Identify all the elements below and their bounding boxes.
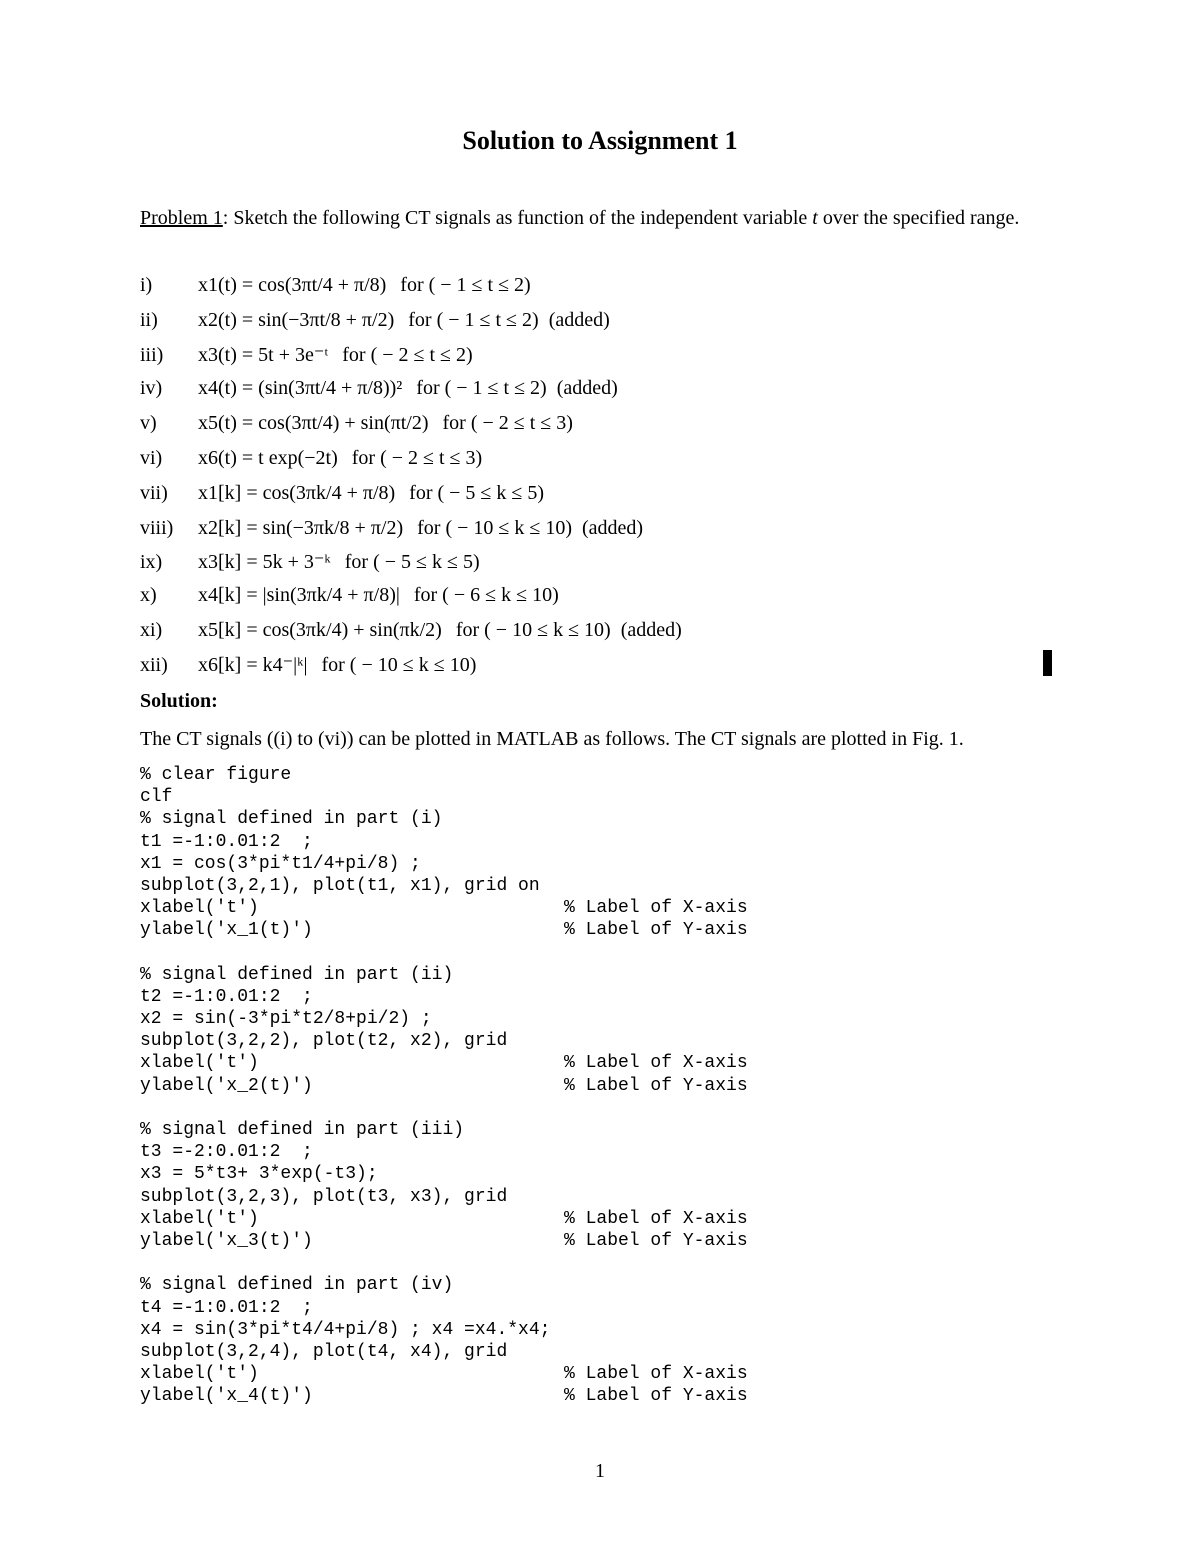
code-text: x3 = 5*t3+ 3*exp(-t3); — [140, 1164, 378, 1185]
item-equation: x3[k] = 5k + 3⁻ᵏ — [198, 551, 331, 573]
code-line — [140, 1230, 1040, 1252]
item-number: i) — [140, 274, 153, 296]
code-text: % signal defined in part (i) — [140, 809, 443, 830]
code-text: ylabel('x_2(t)') — [140, 1075, 313, 1096]
code-comment: % Label of Y-axis — [564, 1386, 748, 1407]
code-line — [140, 764, 1040, 786]
item-equation-group — [198, 305, 610, 335]
item-number: iv) — [140, 377, 163, 399]
signal-item — [140, 513, 1060, 543]
code-line — [140, 808, 1040, 830]
code-line — [140, 1363, 1040, 1385]
code-text: xlabel('t') — [140, 1208, 259, 1229]
code-text: x4 = sin(3*pi*t4/4+pi/8) ; x4 =x4.*x4; — [140, 1319, 551, 1340]
item-number: ii) — [140, 309, 158, 331]
code-comment: % Label of X-axis — [564, 1208, 748, 1229]
item-number: xii) — [140, 654, 168, 676]
code-blank-line — [140, 942, 1040, 964]
item-range: for ( − 1 ≤ t ≤ 2) — [416, 377, 547, 399]
item-equation-group — [198, 650, 476, 680]
solution-heading: Solution: — [140, 690, 218, 712]
item-range: for ( − 5 ≤ k ≤ 5) — [409, 482, 545, 504]
signal-item — [140, 340, 1060, 370]
signal-item — [140, 443, 1060, 473]
code-line — [140, 986, 1040, 1008]
item-range: for ( − 10 ≤ k ≤ 10) — [455, 619, 611, 641]
signal-item — [140, 408, 1060, 438]
code-text: ylabel('x_1(t)') — [140, 920, 313, 941]
item-equation-group — [198, 270, 531, 300]
item-range: for ( − 2 ≤ t ≤ 3) — [442, 412, 573, 434]
signal-item — [140, 305, 1060, 335]
code-text: xlabel('t') — [140, 1364, 259, 1385]
code-line — [140, 1208, 1040, 1230]
problem-text-before: : Sketch the following CT signals as function of the independent variable — [222, 207, 813, 229]
item-range: for ( − 2 ≤ t ≤ 3) — [351, 447, 483, 469]
item-equation-group — [198, 340, 473, 370]
page-title: Solution to Assignment 1 — [462, 126, 738, 155]
signal-item — [140, 615, 1060, 645]
item-equation: x6[k] = k4⁻|ᵏ| — [198, 654, 308, 676]
item-equation-group — [198, 478, 544, 508]
matlab-code-block — [140, 764, 1040, 1407]
code-line — [140, 1052, 1040, 1074]
item-note: (added) — [582, 517, 644, 539]
code-line — [140, 853, 1040, 875]
item-equation-group — [198, 580, 559, 610]
code-line — [140, 1163, 1040, 1185]
item-equation: x5[k] = cos(3πk/4) + sin(πk/2) — [198, 619, 442, 641]
code-comment: % Label of Y-axis — [564, 920, 748, 941]
code-text: ylabel('x_4(t)') — [140, 1386, 313, 1407]
code-text: subplot(3,2,2), plot(t2, x2), grid — [140, 1031, 508, 1052]
code-line — [140, 919, 1040, 941]
item-number: iii) — [140, 344, 164, 366]
code-line — [140, 964, 1040, 986]
code-line — [140, 831, 1040, 853]
item-number: vii) — [140, 482, 168, 504]
item-equation-group — [198, 443, 482, 473]
item-equation-group — [198, 513, 643, 543]
code-line — [140, 875, 1040, 897]
item-number: v) — [140, 412, 157, 434]
item-equation: x2(t) = sin(−3πt/8 + π/2) — [198, 309, 395, 331]
code-text: t1 =-1:0.01:2 ; — [140, 831, 313, 852]
code-text: clf — [140, 787, 173, 808]
code-comment: % Label of Y-axis — [564, 1230, 748, 1251]
item-equation: x1[k] = cos(3πk/4 + π/8) — [198, 482, 396, 504]
code-comment: % Label of X-axis — [564, 1053, 748, 1074]
page-number: 1 — [595, 1460, 605, 1482]
code-text: % signal defined in part (ii) — [140, 964, 454, 985]
signal-item — [140, 580, 1060, 610]
item-note: (added) — [556, 377, 618, 399]
code-text: subplot(3,2,1), plot(t1, x1), grid on — [140, 875, 540, 896]
code-text: % clear figure — [140, 765, 292, 785]
code-text: % signal defined in part (iv) — [140, 1275, 454, 1296]
code-line — [140, 1319, 1040, 1341]
problem-variable: t — [812, 207, 818, 229]
code-blank-line — [140, 1252, 1040, 1274]
item-equation-group — [198, 408, 573, 438]
signal-item — [140, 270, 1060, 300]
item-range: for ( − 10 ≤ k ≤ 10) — [417, 517, 573, 539]
code-comment: % Label of Y-axis — [564, 1075, 748, 1096]
code-line — [140, 1341, 1040, 1363]
item-equation-group — [198, 615, 682, 645]
code-line — [140, 897, 1040, 919]
code-text: x2 = sin(-3*pi*t2/8+pi/2) ; — [140, 1009, 432, 1030]
code-line — [140, 1075, 1040, 1097]
code-text: xlabel('t') — [140, 1053, 259, 1074]
item-equation: x3(t) = 5t + 3e⁻ᵗ — [198, 344, 329, 366]
signal-item — [140, 650, 1060, 680]
item-equation: x6(t) = t exp(−2t) — [198, 447, 338, 469]
item-number: xi) — [140, 619, 163, 641]
item-equation-group — [198, 547, 480, 577]
item-equation: x5(t) = cos(3πt/4) + sin(πt/2) — [198, 412, 429, 434]
problem-statement — [140, 205, 1060, 232]
code-text: subplot(3,2,4), plot(t4, x4), grid — [140, 1341, 508, 1362]
code-comment: % Label of X-axis — [564, 1364, 748, 1385]
item-number: ix) — [140, 551, 163, 573]
code-text: xlabel('t') — [140, 898, 259, 919]
code-text: ylabel('x_3(t)') — [140, 1230, 313, 1251]
code-line — [140, 1186, 1040, 1208]
item-equation: x4(t) = (sin(3πt/4 + π/8))² — [198, 377, 403, 399]
code-text: t2 =-1:0.01:2 ; — [140, 986, 313, 1007]
item-number: viii) — [140, 517, 174, 539]
code-blank-line — [140, 1097, 1040, 1119]
code-line — [140, 1385, 1040, 1407]
item-equation-group — [198, 373, 618, 403]
code-comment: % Label of X-axis — [564, 898, 748, 919]
code-line — [140, 786, 1040, 808]
code-line — [140, 1030, 1040, 1052]
code-text: x1 = cos(3*pi*t1/4+pi/8) ; — [140, 853, 421, 874]
item-range: for ( − 2 ≤ t ≤ 2) — [342, 344, 473, 366]
item-range: for ( − 1 ≤ t ≤ 2) — [408, 309, 539, 331]
text-cursor-bar — [1043, 650, 1052, 676]
item-range: for ( − 6 ≤ k ≤ 10) — [413, 584, 559, 606]
code-line — [140, 1274, 1040, 1296]
code-line — [140, 1141, 1040, 1163]
item-number: vi) — [140, 447, 163, 469]
signal-item — [140, 373, 1060, 403]
item-number: x) — [140, 584, 157, 606]
code-text: % signal defined in part (iii) — [140, 1120, 465, 1140]
item-range: for ( − 5 ≤ k ≤ 5) — [344, 551, 480, 573]
code-text: subplot(3,2,3), plot(t3, x3), grid — [140, 1186, 508, 1207]
code-line — [140, 1297, 1040, 1319]
item-note: (added) — [548, 309, 610, 331]
item-range: for ( − 10 ≤ k ≤ 10) — [321, 654, 477, 676]
item-note: (added) — [620, 619, 682, 641]
code-text: t4 =-1:0.01:2 ; — [140, 1297, 313, 1318]
code-line — [140, 1008, 1040, 1030]
item-range: for ( − 1 ≤ t ≤ 2) — [400, 274, 531, 296]
item-equation: x2[k] = sin(−3πk/8 + π/2) — [198, 517, 404, 539]
problem-label: Problem 1 — [140, 207, 223, 229]
signal-item — [140, 478, 1060, 508]
problem-text-after: over the specified range. — [817, 207, 1020, 229]
item-equation: x1(t) = cos(3πt/4 + π/8) — [198, 274, 387, 296]
code-text: t3 =-2:0.01:2 ; — [140, 1142, 313, 1163]
solution-paragraph: The CT signals ((i) to (vi)) can be plotted in MATLAB as follows. The CT signals are plotted in Fig. 1. — [140, 728, 964, 750]
code-line — [140, 1119, 1040, 1141]
item-equation: x4[k] = |sin(3πk/4 + π/8)| — [198, 584, 400, 606]
signal-item — [140, 547, 1060, 577]
